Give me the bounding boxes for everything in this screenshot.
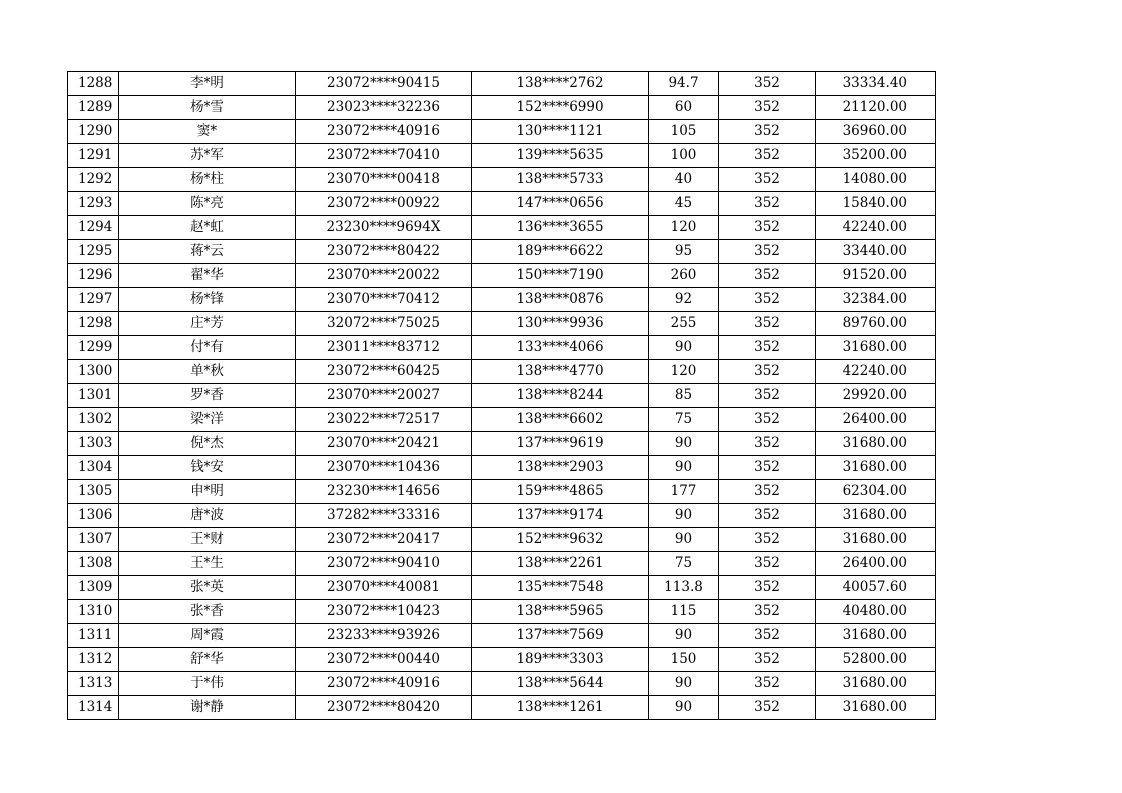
row-number-cell: 1311 xyxy=(68,624,119,648)
row-number-cell: 1302 xyxy=(68,408,119,432)
phone-cell: 189****3303 xyxy=(472,648,649,672)
row-number-cell: 1303 xyxy=(68,432,119,456)
amount-cell: 31680.00 xyxy=(816,624,936,648)
id-number-cell: 23022****72517 xyxy=(296,408,472,432)
table-row xyxy=(68,192,936,216)
table-row xyxy=(68,168,936,192)
table-row xyxy=(68,96,936,120)
row-number-cell: 1309 xyxy=(68,576,119,600)
phone-cell: 137****9619 xyxy=(472,432,649,456)
phone-cell: 138****4770 xyxy=(472,360,649,384)
phone-cell: 138****2762 xyxy=(472,72,649,96)
id-number-cell: 32072****75025 xyxy=(296,312,472,336)
amount-cell: 42240.00 xyxy=(816,360,936,384)
rate-cell: 352 xyxy=(719,408,816,432)
name-cell: 张*英 xyxy=(119,576,296,600)
row-number-cell: 1307 xyxy=(68,528,119,552)
phone-cell: 138****5733 xyxy=(472,168,649,192)
amount-cell: 21120.00 xyxy=(816,96,936,120)
quantity-cell: 113.8 xyxy=(649,576,719,600)
phone-cell: 138****6602 xyxy=(472,408,649,432)
table-row xyxy=(68,552,936,576)
amount-cell: 31680.00 xyxy=(816,456,936,480)
table-row xyxy=(68,72,936,96)
phone-cell: 137****7569 xyxy=(472,624,649,648)
rate-cell: 352 xyxy=(719,384,816,408)
name-cell: 舒*华 xyxy=(119,648,296,672)
amount-cell: 31680.00 xyxy=(816,504,936,528)
table-row xyxy=(68,456,936,480)
name-cell: 单*秋 xyxy=(119,360,296,384)
rate-cell: 352 xyxy=(719,240,816,264)
table-row xyxy=(68,144,936,168)
id-number-cell: 23070****20421 xyxy=(296,432,472,456)
name-cell: 罗*香 xyxy=(119,384,296,408)
rate-cell: 352 xyxy=(719,672,816,696)
rate-cell: 352 xyxy=(719,696,816,720)
id-number-cell: 23233****93926 xyxy=(296,624,472,648)
rate-cell: 352 xyxy=(719,528,816,552)
phone-cell: 137****9174 xyxy=(472,504,649,528)
quantity-cell: 90 xyxy=(649,336,719,360)
quantity-cell: 90 xyxy=(649,624,719,648)
name-cell: 杨*锋 xyxy=(119,288,296,312)
id-number-cell: 23072****80420 xyxy=(296,696,472,720)
phone-cell: 138****2261 xyxy=(472,552,649,576)
amount-cell: 33334.40 xyxy=(816,72,936,96)
id-number-cell: 23011****83712 xyxy=(296,336,472,360)
phone-cell: 135****7548 xyxy=(472,576,649,600)
quantity-cell: 120 xyxy=(649,216,719,240)
table-row xyxy=(68,504,936,528)
quantity-cell: 177 xyxy=(649,480,719,504)
phone-cell: 152****6990 xyxy=(472,96,649,120)
quantity-cell: 90 xyxy=(649,432,719,456)
rate-cell: 352 xyxy=(719,96,816,120)
phone-cell: 147****0656 xyxy=(472,192,649,216)
phone-cell: 133****4066 xyxy=(472,336,649,360)
rate-cell: 352 xyxy=(719,576,816,600)
phone-cell: 138****5965 xyxy=(472,600,649,624)
rate-cell: 352 xyxy=(719,144,816,168)
amount-cell: 31680.00 xyxy=(816,696,936,720)
table-row xyxy=(68,648,936,672)
id-number-cell: 37282****33316 xyxy=(296,504,472,528)
row-number-cell: 1313 xyxy=(68,672,119,696)
row-number-cell: 1310 xyxy=(68,600,119,624)
id-number-cell: 23072****90415 xyxy=(296,72,472,96)
phone-cell: 138****8244 xyxy=(472,384,649,408)
quantity-cell: 90 xyxy=(649,504,719,528)
quantity-cell: 90 xyxy=(649,696,719,720)
quantity-cell: 100 xyxy=(649,144,719,168)
amount-cell: 31680.00 xyxy=(816,336,936,360)
name-cell: 窦* xyxy=(119,120,296,144)
table-row xyxy=(68,672,936,696)
row-number-cell: 1305 xyxy=(68,480,119,504)
table-row xyxy=(68,360,936,384)
amount-cell: 26400.00 xyxy=(816,408,936,432)
row-number-cell: 1291 xyxy=(68,144,119,168)
amount-cell: 89760.00 xyxy=(816,312,936,336)
rate-cell: 352 xyxy=(719,264,816,288)
amount-cell: 62304.00 xyxy=(816,480,936,504)
quantity-cell: 85 xyxy=(649,384,719,408)
table-row xyxy=(68,216,936,240)
id-number-cell: 23070****00418 xyxy=(296,168,472,192)
id-number-cell: 23072****60425 xyxy=(296,360,472,384)
amount-cell: 31680.00 xyxy=(816,432,936,456)
row-number-cell: 1312 xyxy=(68,648,119,672)
rate-cell: 352 xyxy=(719,504,816,528)
name-cell: 梁*洋 xyxy=(119,408,296,432)
phone-cell: 130****1121 xyxy=(472,120,649,144)
quantity-cell: 95 xyxy=(649,240,719,264)
row-number-cell: 1288 xyxy=(68,72,119,96)
name-cell: 付*有 xyxy=(119,336,296,360)
amount-cell: 52800.00 xyxy=(816,648,936,672)
name-cell: 周*霞 xyxy=(119,624,296,648)
name-cell: 庄*芳 xyxy=(119,312,296,336)
table-row xyxy=(68,528,936,552)
amount-cell: 35200.00 xyxy=(816,144,936,168)
table-row xyxy=(68,576,936,600)
quantity-cell: 60 xyxy=(649,96,719,120)
quantity-cell: 90 xyxy=(649,456,719,480)
phone-cell: 159****4865 xyxy=(472,480,649,504)
amount-cell: 91520.00 xyxy=(816,264,936,288)
id-number-cell: 23072****40916 xyxy=(296,672,472,696)
id-number-cell: 23072****70410 xyxy=(296,144,472,168)
row-number-cell: 1298 xyxy=(68,312,119,336)
row-number-cell: 1299 xyxy=(68,336,119,360)
row-number-cell: 1292 xyxy=(68,168,119,192)
row-number-cell: 1297 xyxy=(68,288,119,312)
phone-cell: 189****6622 xyxy=(472,240,649,264)
row-number-cell: 1296 xyxy=(68,264,119,288)
table-row xyxy=(68,624,936,648)
id-number-cell: 23070****20027 xyxy=(296,384,472,408)
rate-cell: 352 xyxy=(719,480,816,504)
rate-cell: 352 xyxy=(719,360,816,384)
quantity-cell: 75 xyxy=(649,408,719,432)
id-number-cell: 23072****10423 xyxy=(296,600,472,624)
id-number-cell: 23072****40916 xyxy=(296,120,472,144)
name-cell: 杨*雪 xyxy=(119,96,296,120)
table-row xyxy=(68,312,936,336)
id-number-cell: 23072****80422 xyxy=(296,240,472,264)
table-row xyxy=(68,384,936,408)
rate-cell: 352 xyxy=(719,72,816,96)
amount-cell: 40480.00 xyxy=(816,600,936,624)
rate-cell: 352 xyxy=(719,456,816,480)
phone-cell: 138****1261 xyxy=(472,696,649,720)
rate-cell: 352 xyxy=(719,552,816,576)
phone-cell: 150****7190 xyxy=(472,264,649,288)
id-number-cell: 23070****20022 xyxy=(296,264,472,288)
row-number-cell: 1308 xyxy=(68,552,119,576)
row-number-cell: 1314 xyxy=(68,696,119,720)
amount-cell: 40057.60 xyxy=(816,576,936,600)
name-cell: 翟*华 xyxy=(119,264,296,288)
table-row xyxy=(68,120,936,144)
amount-cell: 32384.00 xyxy=(816,288,936,312)
amount-cell: 31680.00 xyxy=(816,672,936,696)
row-number-cell: 1301 xyxy=(68,384,119,408)
rate-cell: 352 xyxy=(719,624,816,648)
amount-cell: 42240.00 xyxy=(816,216,936,240)
phone-cell: 138****0876 xyxy=(472,288,649,312)
name-cell: 王*生 xyxy=(119,552,296,576)
name-cell: 杨*柱 xyxy=(119,168,296,192)
table-row xyxy=(68,264,936,288)
name-cell: 钱*安 xyxy=(119,456,296,480)
records-table xyxy=(67,71,936,720)
row-number-cell: 1300 xyxy=(68,360,119,384)
row-number-cell: 1304 xyxy=(68,456,119,480)
phone-cell: 136****3655 xyxy=(472,216,649,240)
quantity-cell: 40 xyxy=(649,168,719,192)
amount-cell: 15840.00 xyxy=(816,192,936,216)
table-row xyxy=(68,240,936,264)
quantity-cell: 90 xyxy=(649,528,719,552)
records-body xyxy=(68,72,936,720)
table-row xyxy=(68,408,936,432)
name-cell: 倪*杰 xyxy=(119,432,296,456)
rate-cell: 352 xyxy=(719,192,816,216)
rate-cell: 352 xyxy=(719,120,816,144)
phone-cell: 138****2903 xyxy=(472,456,649,480)
phone-cell: 139****5635 xyxy=(472,144,649,168)
amount-cell: 36960.00 xyxy=(816,120,936,144)
id-number-cell: 23230****9694X xyxy=(296,216,472,240)
quantity-cell: 150 xyxy=(649,648,719,672)
quantity-cell: 94.7 xyxy=(649,72,719,96)
id-number-cell: 23070****40081 xyxy=(296,576,472,600)
table-row xyxy=(68,696,936,720)
id-number-cell: 23072****00440 xyxy=(296,648,472,672)
name-cell: 张*香 xyxy=(119,600,296,624)
row-number-cell: 1289 xyxy=(68,96,119,120)
table-row xyxy=(68,288,936,312)
row-number-cell: 1295 xyxy=(68,240,119,264)
amount-cell: 33440.00 xyxy=(816,240,936,264)
rate-cell: 352 xyxy=(719,168,816,192)
table-row xyxy=(68,480,936,504)
name-cell: 谢*静 xyxy=(119,696,296,720)
name-cell: 王*财 xyxy=(119,528,296,552)
rate-cell: 352 xyxy=(719,336,816,360)
quantity-cell: 90 xyxy=(649,672,719,696)
quantity-cell: 260 xyxy=(649,264,719,288)
amount-cell: 14080.00 xyxy=(816,168,936,192)
row-number-cell: 1290 xyxy=(68,120,119,144)
name-cell: 蒋*云 xyxy=(119,240,296,264)
row-number-cell: 1294 xyxy=(68,216,119,240)
rate-cell: 352 xyxy=(719,648,816,672)
phone-cell: 130****9936 xyxy=(472,312,649,336)
row-number-cell: 1293 xyxy=(68,192,119,216)
name-cell: 申*明 xyxy=(119,480,296,504)
id-number-cell: 23072****20417 xyxy=(296,528,472,552)
rate-cell: 352 xyxy=(719,216,816,240)
name-cell: 于*伟 xyxy=(119,672,296,696)
rate-cell: 352 xyxy=(719,312,816,336)
id-number-cell: 23023****32236 xyxy=(296,96,472,120)
quantity-cell: 105 xyxy=(649,120,719,144)
name-cell: 陈*亮 xyxy=(119,192,296,216)
quantity-cell: 92 xyxy=(649,288,719,312)
quantity-cell: 75 xyxy=(649,552,719,576)
quantity-cell: 115 xyxy=(649,600,719,624)
amount-cell: 29920.00 xyxy=(816,384,936,408)
rate-cell: 352 xyxy=(719,432,816,456)
quantity-cell: 120 xyxy=(649,360,719,384)
name-cell: 苏*军 xyxy=(119,144,296,168)
quantity-cell: 45 xyxy=(649,192,719,216)
id-number-cell: 23070****10436 xyxy=(296,456,472,480)
phone-cell: 152****9632 xyxy=(472,528,649,552)
id-number-cell: 23070****70412 xyxy=(296,288,472,312)
name-cell: 唐*波 xyxy=(119,504,296,528)
row-number-cell: 1306 xyxy=(68,504,119,528)
phone-cell: 138****5644 xyxy=(472,672,649,696)
rate-cell: 352 xyxy=(719,600,816,624)
amount-cell: 31680.00 xyxy=(816,528,936,552)
amount-cell: 26400.00 xyxy=(816,552,936,576)
table-row xyxy=(68,432,936,456)
name-cell: 赵*虹 xyxy=(119,216,296,240)
id-number-cell: 23072****00922 xyxy=(296,192,472,216)
table-row xyxy=(68,600,936,624)
rate-cell: 352 xyxy=(719,288,816,312)
table-row xyxy=(68,336,936,360)
id-number-cell: 23230****14656 xyxy=(296,480,472,504)
quantity-cell: 255 xyxy=(649,312,719,336)
id-number-cell: 23072****90410 xyxy=(296,552,472,576)
name-cell: 李*明 xyxy=(119,72,296,96)
